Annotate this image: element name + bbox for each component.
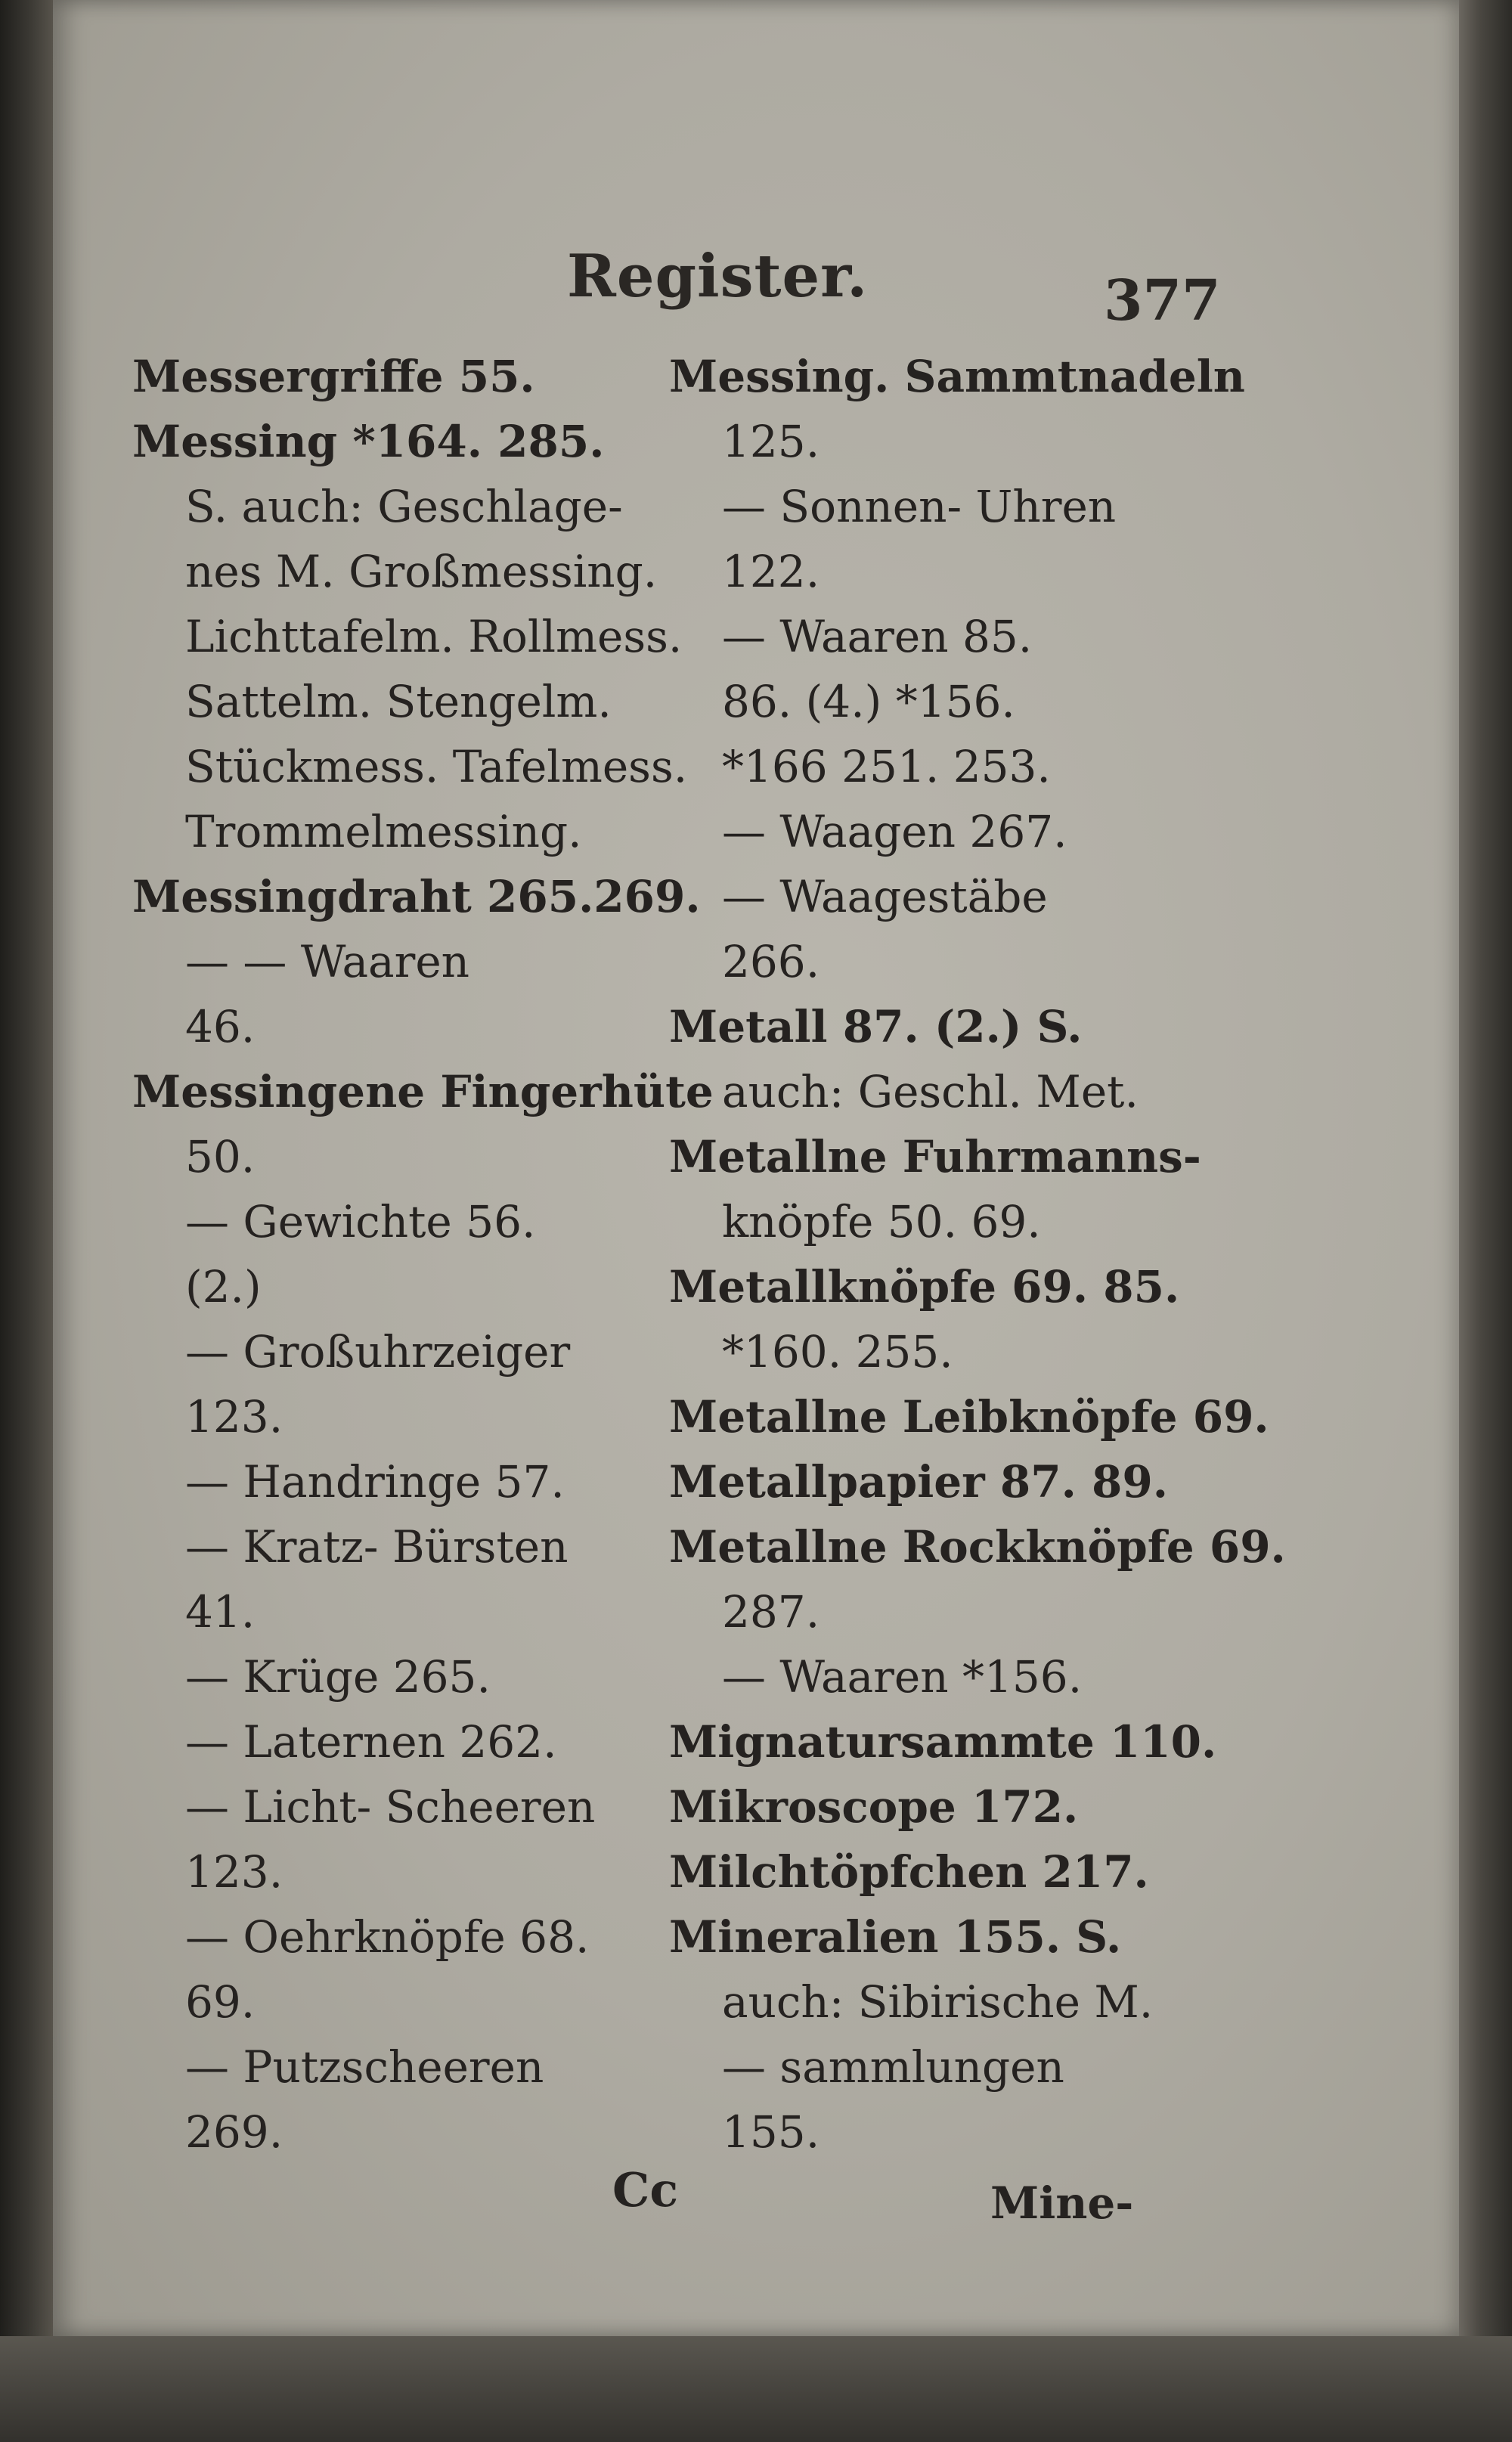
index-entry: — Handringe 57. [185,1456,565,1508]
index-entry: — Licht- Scheeren [185,1781,596,1833]
index-entry: 123. [185,1846,284,1898]
index-entry: 155. [722,2106,820,2158]
index-entry: — Waagestäbe [722,871,1048,922]
index-entry: — Waagen 267. [722,806,1067,857]
index-entry: Sattelm. Stengelm. [185,676,612,727]
index-column-right [669,344,1286,2165]
signature-mark: Cc [612,2162,679,2217]
page-title: Register. [567,242,869,311]
index-entry: Trommelmessing. [185,806,582,857]
index-entry: — Waaren *156. [722,1651,1083,1703]
book-edge-bottom [0,2336,1512,2442]
index-entry: 266. [722,936,820,987]
index-entry: Metallknöpfe 69. 85. [669,1261,1180,1312]
index-entry: Metall 87. (2.) S. [669,1001,1083,1052]
index-entry: 86. (4.) *156. [722,676,1015,727]
book-page [53,0,1459,2336]
index-entry: Metallpapier 87. 89. [669,1456,1168,1508]
index-entry: — — Waaren [185,936,470,987]
index-entry: Lichttafelm. Rollmess. [185,611,683,662]
book-edge-right [1459,0,1512,2442]
index-entry: 41. [185,1586,256,1638]
index-entry: 287. [722,1586,820,1638]
index-entry: *166 251. 253. [722,741,1051,792]
index-entry: 269. [185,2106,284,2158]
index-entry: *160. 255. [722,1326,953,1377]
index-entry: Metallne Fuhrmanns- [669,1131,1201,1182]
index-entry: Milchtöpfchen 217. [669,1846,1149,1898]
index-entry: Mignatursammte 110. [669,1716,1217,1768]
index-entry: 69. [185,1976,256,2028]
index-entry: Messingdraht 265.269. [132,871,701,922]
index-entry: nes M. Großmessing. [185,546,658,597]
index-entry: 50. [185,1131,256,1182]
index-entry: (2.) [185,1261,262,1312]
index-entry: — Waaren 85. [722,611,1033,662]
book-gutter-left [0,0,53,2442]
index-entry: 123. [185,1391,284,1443]
index-entry: — Kratz- Bürsten [185,1521,569,1573]
index-entry: Metallne Leibknöpfe 69. [669,1391,1269,1443]
index-entry: — Oehrknöpfe 68. [185,1911,590,1963]
index-entry: Mineralien 155. S. [669,1911,1122,1963]
index-entry: Messergriffe 55. [132,351,535,402]
index-entry: — Gewichte 56. [185,1196,536,1247]
index-entry: — Großuhrzeiger [185,1326,571,1377]
index-entry: 122. [722,546,820,597]
index-entry: knöpfe 50. 69. [722,1196,1041,1247]
index-entry: — Laternen 262. [185,1716,557,1768]
index-entry: Metallne Rockknöpfe 69. [669,1521,1286,1573]
index-entry: Messing *164. 285. [132,416,605,467]
catchword: Mine- [990,2177,1134,2229]
index-entry: auch: Sibirische M. [722,1976,1154,2028]
index-column-left [132,344,714,2165]
index-entry: — Sonnen- Uhren [722,481,1117,532]
index-entry: — sammlungen [722,2041,1064,2093]
index-entry: auch: Geschl. Met. [722,1066,1139,1117]
index-entry: 46. [185,1001,256,1052]
index-entry: 125. [722,416,820,467]
index-entry: Mikroscope 172. [669,1781,1079,1833]
index-entry: Stückmess. Tafelmess. [185,741,688,792]
page-number: 377 [1104,268,1221,333]
index-entry: S. auch: Geschlage- [185,481,623,532]
index-entry: — Krüge 265. [185,1651,491,1703]
index-entry: Messing. Sammtnadeln [669,351,1245,402]
index-entry: — Putzscheeren [185,2041,544,2093]
index-entry: Messingene Fingerhüte [132,1066,714,1117]
